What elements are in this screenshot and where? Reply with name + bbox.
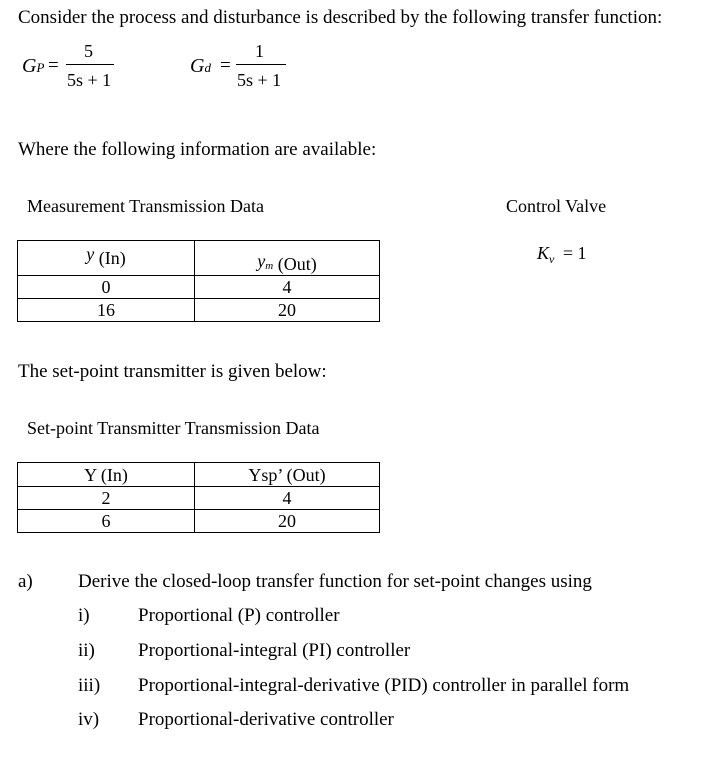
gp-fraction-bar xyxy=(66,64,114,65)
table-header-row xyxy=(18,463,380,487)
list-item: Proportional-integral (PI) controller xyxy=(138,640,411,661)
table-cell: 16 xyxy=(18,299,195,322)
valve-gain: $K_v = 1$ xyxy=(537,243,587,266)
table-cell: 20 xyxy=(195,299,380,322)
intro-text: Consider the process and disturbance is described by the following transfer function: xyxy=(18,7,663,28)
table-cell: 20 xyxy=(195,510,380,533)
list-item: Proportional-integral-derivative (PID) controller in parallel form xyxy=(138,675,630,696)
question-label: a) xyxy=(18,571,33,592)
question-text: Derive the closed-loop transfer function for set-point changes using xyxy=(78,571,592,592)
gd-equals: = xyxy=(220,55,231,76)
measurement-table xyxy=(17,240,380,322)
setpoint-intro-text: The set-point transmitter is given below: xyxy=(18,361,327,382)
table-cell: 0 xyxy=(18,276,195,299)
table-row xyxy=(18,276,380,299)
gp-numerator: 5 xyxy=(84,41,93,61)
table-header-row xyxy=(18,241,380,276)
table-row xyxy=(18,299,380,322)
gd-symbol: Gd xyxy=(190,55,211,77)
table-cell: 4 xyxy=(195,276,380,299)
table-row xyxy=(18,510,380,533)
gd-fraction-bar xyxy=(236,64,286,65)
setpoint-title: Set-point Transmitter Transmission Data xyxy=(27,418,320,438)
setpoint-col1-header: Y (In) xyxy=(18,463,195,487)
gd-numerator: 1 xyxy=(255,41,264,61)
list-item-number: ii) xyxy=(78,640,95,661)
valve-title: Control Valve xyxy=(506,196,607,216)
gp-symbol: GP xyxy=(22,55,45,77)
measurement-col1-header: y (In) xyxy=(18,241,195,276)
gd-denominator: 5s + 1 xyxy=(237,70,282,90)
setpoint-table xyxy=(17,462,380,533)
list-item-number: i) xyxy=(78,605,90,626)
setpoint-col2-header: Ysp’ (Out) xyxy=(195,463,380,487)
measurement-col2-header: ym (Out) xyxy=(195,241,380,276)
gp-denominator: 5s + 1 xyxy=(67,70,112,90)
gp-equals: = xyxy=(48,55,59,76)
table-cell: 4 xyxy=(195,487,380,510)
table-cell: 2 xyxy=(18,487,195,510)
measurement-title: Measurement Transmission Data xyxy=(27,196,264,216)
info-text: Where the following information are available: xyxy=(18,139,377,160)
list-item: Proportional (P) controller xyxy=(138,605,340,626)
table-row xyxy=(18,487,380,510)
list-item-number: iii) xyxy=(78,675,101,696)
list-item: Proportional-derivative controller xyxy=(138,709,394,730)
table-cell: 6 xyxy=(18,510,195,533)
list-item-number: iv) xyxy=(78,709,100,730)
